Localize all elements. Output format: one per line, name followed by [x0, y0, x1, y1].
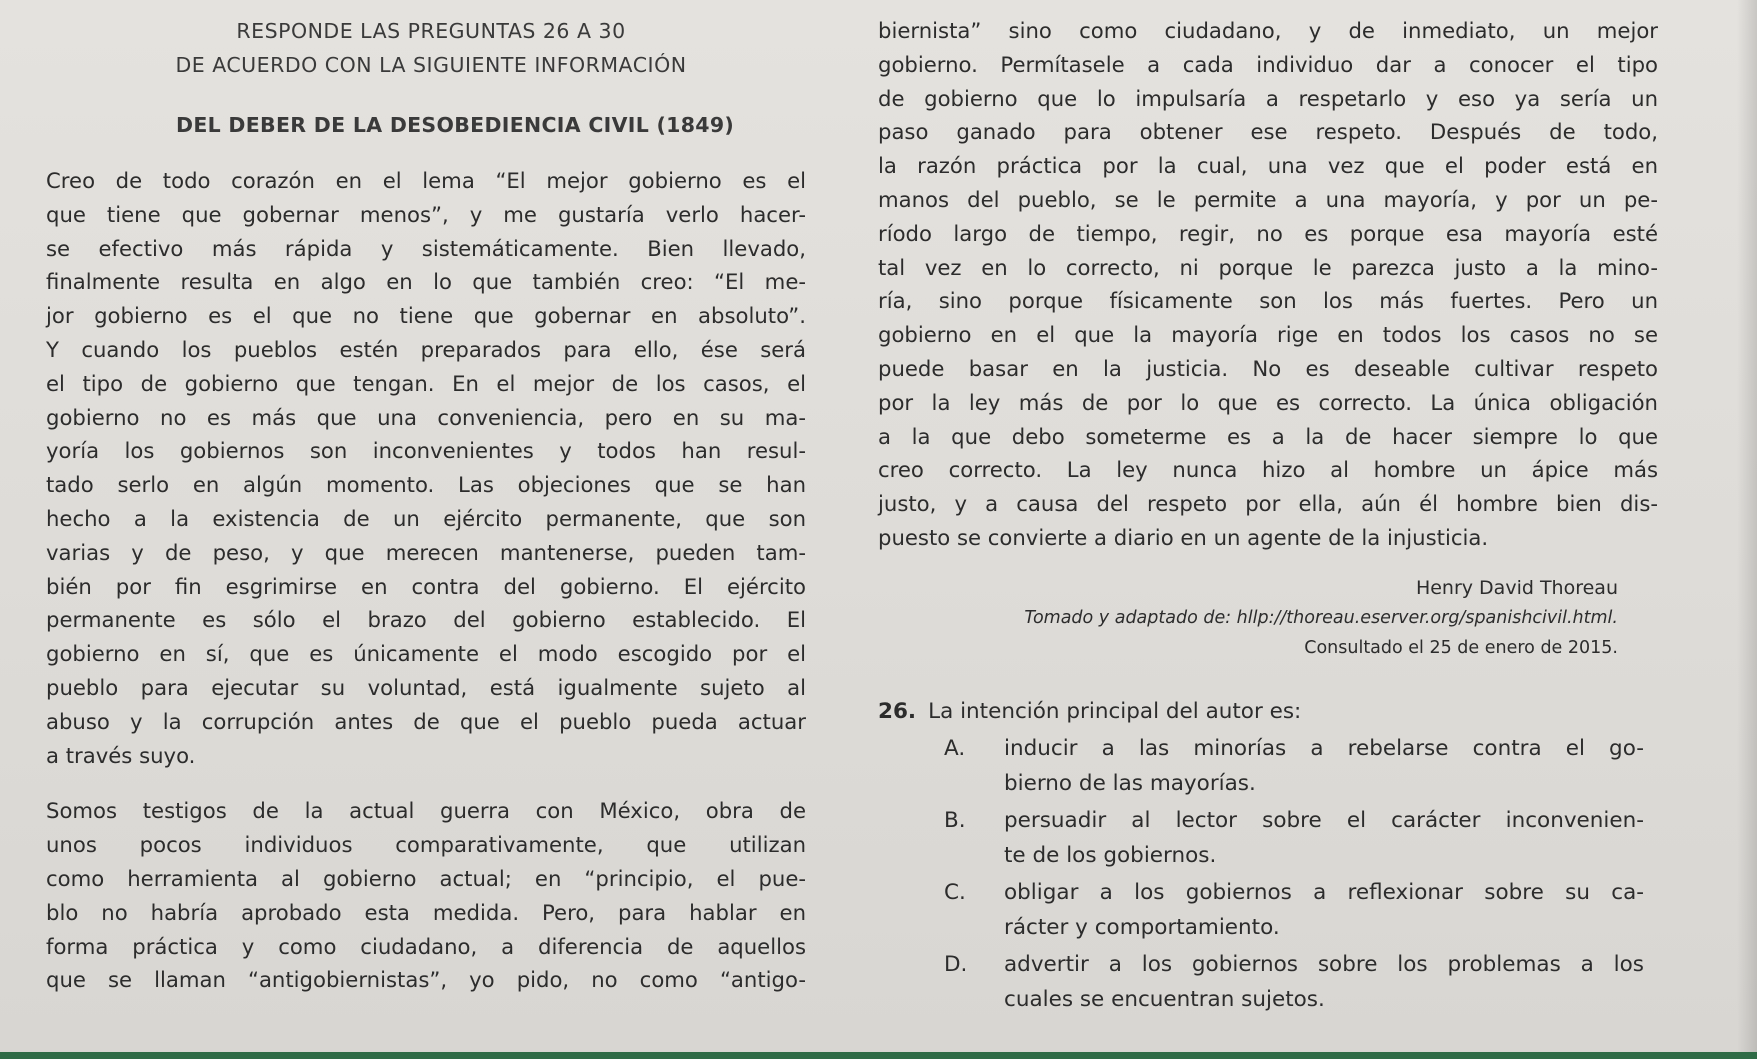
- text-line: la razón práctica por la cual, una vez que el poder está en: [878, 153, 1658, 179]
- page-edge-shadow: [1737, 0, 1757, 1059]
- option-letter: B.: [944, 807, 966, 833]
- option-text: [1004, 803, 1644, 873]
- text-line: como herramienta al gobierno actual; en “principio, el pue-: [46, 865, 806, 891]
- option-line: cuales se encuentran sujetos.: [1004, 986, 1325, 1012]
- option-line: rácter y comportamiento.: [1004, 914, 1280, 940]
- question-26: [878, 695, 1658, 729]
- text-line: biernista” sino como ciudadano, y de inmediato, un mejor: [878, 18, 1658, 43]
- text-line: a través suyo.: [46, 742, 196, 768]
- text-line: unos pocos individuos comparativamente, que utilizan: [46, 832, 806, 858]
- text-line: bién por fin esgrimirse en contra del gobierno. El ejército: [46, 573, 806, 599]
- option-b[interactable]: [878, 803, 1658, 873]
- text-line: justo, y a causa del respeto por ella, aún él hombre bien dis-: [878, 491, 1658, 517]
- text-line: Y cuando los pueblos estén preparados para ello, ése será: [46, 336, 806, 362]
- option-letter: C.: [944, 879, 966, 905]
- text-line: Somos testigos de la actual guerra con México, obra de: [46, 798, 806, 824]
- text-line: gobierno en el que la mayoría rige en todos los casos no se: [878, 322, 1658, 348]
- reading-title: DEL DEBER DE LA DESOBEDIENCIA CIVIL (1849): [176, 113, 735, 137]
- text-line: gobierno no es más que una conveniencia, pero en su ma-: [46, 404, 806, 430]
- text-line: que se llaman “antigobiernistas”, yo pido, no como “antigo-: [46, 967, 806, 993]
- option-line: obligar a los gobiernos a reflexionar sobre su ca-: [1004, 879, 1644, 905]
- text-line: gobierno en sí, que es únicamente el modo escogido por el: [46, 641, 806, 667]
- option-line: bierno de las mayorías.: [1004, 770, 1256, 796]
- option-d[interactable]: [878, 947, 1658, 1017]
- option-line: te de los gobiernos.: [1004, 842, 1217, 868]
- text-line: puesto se convierte a diario en un agente de la injusticia.: [878, 524, 1489, 550]
- text-line: abuso y la corrupción antes de que el pueblo pueda actuar: [46, 708, 806, 734]
- text-line: Creo de todo corazón en el lema “El mejor gobierno es el: [46, 168, 806, 193]
- text-line: hecho a la existencia de un ejército permanente, que son: [46, 505, 806, 531]
- bottom-color-band: [0, 1052, 1757, 1059]
- option-line: advertir a los gobiernos sobre los problemas a los: [1004, 951, 1644, 977]
- right-paragraph: [878, 14, 1658, 555]
- instructions-line-1: RESPONDE LAS PREGUNTAS 26 A 30: [236, 19, 626, 43]
- text-line: forma práctica y como ciudadano, a diferencia de aquellos: [46, 933, 806, 959]
- left-paragraph-2: [46, 794, 806, 997]
- text-line: permanente es sólo el brazo del gobierno establecido. El: [46, 607, 806, 633]
- question-text: La intención principal del autor es:: [928, 698, 1302, 724]
- text-line: pueblo para ejecutar su voluntad, está igualmente sujeto al: [46, 674, 806, 700]
- text-line: el tipo de gobierno que tengan. En el mejor de los casos, el: [46, 370, 806, 396]
- text-line: yoría los gobiernos son inconvenientes y todos han resul-: [46, 438, 806, 464]
- option-line: inducir a las minorías a rebelarse contra el go-: [1004, 735, 1644, 761]
- text-line: tado serlo en algún momento. Las objeciones que se han: [46, 472, 806, 498]
- text-line: finalmente resulta en algo en lo que también creo: “El me-: [46, 269, 806, 295]
- text-line: paso ganado para obtener ese respeto. Después de todo,: [878, 119, 1658, 145]
- left-column: [46, 14, 806, 997]
- option-c[interactable]: [878, 875, 1658, 945]
- right-column: [878, 14, 1658, 1017]
- option-text: [1004, 875, 1644, 945]
- text-line: manos del pueblo, se le permite a una mayoría, y por un pe-: [878, 186, 1658, 212]
- option-text: [1004, 947, 1644, 1017]
- text-line: de gobierno que lo impulsaría a respetarlo y eso ya sería un: [878, 85, 1658, 111]
- instructions-header: [106, 14, 756, 82]
- option-letter: A.: [944, 735, 966, 761]
- text-line: jor gobierno es el que no tiene que gobernar en absoluto”.: [46, 303, 806, 329]
- text-line: gobierno. Permítasele a cada individuo dar a conocer el tipo: [878, 51, 1658, 77]
- instructions-line-2: DE ACUERDO CON LA SIGUIENTE INFORMACIÓN: [175, 53, 687, 77]
- author-name: Henry David Thoreau: [1415, 576, 1618, 599]
- text-line: ríodo largo de tiempo, regir, no es porque esa mayoría esté: [878, 220, 1658, 246]
- text-line: creo correcto. La ley nunca hizo al hombre un ápice más: [878, 457, 1658, 483]
- option-a[interactable]: [878, 731, 1658, 801]
- question-number: 26.: [878, 698, 917, 724]
- text-line: puede basar en la justicia. No es deseable cultivar respeto: [878, 355, 1658, 381]
- text-line: blo no habría aprobado esta medida. Pero, para hablar en: [46, 899, 806, 925]
- source-citation: Tomado y adaptado de: hllp://thoreau.eserver.org/spanishcivil.html.: [1024, 607, 1618, 628]
- text-line: tal vez en lo correcto, ni porque le parezca justo a la mino-: [878, 254, 1658, 280]
- consulted-date: Consultado el 25 de enero de 2015.: [1304, 637, 1618, 658]
- text-line: por la ley más de por lo que es correcto. La única obligación: [878, 389, 1658, 415]
- left-paragraph-1: [46, 164, 806, 772]
- text-line: varias y de peso, y que merecen mantenerse, pueden tam-: [46, 539, 806, 565]
- option-line: persuadir al lector sobre el carácter inconvenien-: [1004, 807, 1644, 833]
- text-line: que tiene que gobernar menos”, y me gustaría verlo hacer-: [46, 201, 806, 227]
- text-line: se efectivo más rápida y sistemáticamente. Bien llevado,: [46, 235, 806, 261]
- option-letter: D.: [944, 951, 968, 977]
- text-line: ría, sino porque físicamente son los más fuertes. Pero un: [878, 288, 1658, 314]
- option-text: [1004, 731, 1644, 801]
- text-line: a la que debo someterme es a la de hacer siempre lo que: [878, 423, 1658, 449]
